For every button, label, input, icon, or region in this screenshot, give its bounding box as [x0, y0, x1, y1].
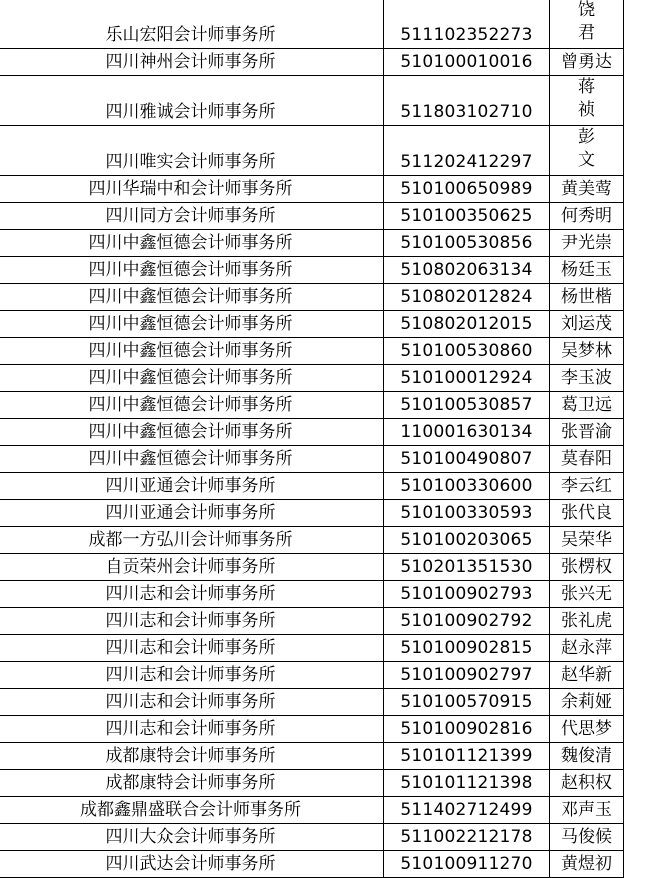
firm-name-cell: 四川中鑫恒德会计师事务所: [0, 311, 384, 338]
person-name-cell: 张兴无: [550, 581, 624, 608]
firm-name-cell: 四川武达会计师事务所: [0, 851, 384, 878]
table-row: [0, 126, 624, 176]
certificate-number-cell: 510100490807: [384, 446, 550, 473]
firm-name-cell: 成都康特会计师事务所: [0, 743, 384, 770]
person-name-char: 祯: [578, 100, 595, 120]
firm-name-cell: 四川中鑫恒德会计师事务所: [0, 230, 384, 257]
table-row: [0, 662, 624, 689]
person-name-cell: 赵积权: [550, 770, 624, 797]
person-name-cell: 张楞权: [550, 554, 624, 581]
certificate-number-cell: 510100530856: [384, 230, 550, 257]
firm-name-cell: 四川中鑫恒德会计师事务所: [0, 338, 384, 365]
table-row: [0, 797, 624, 824]
person-name-cell: 魏俊清: [550, 743, 624, 770]
table-row: [0, 419, 624, 446]
firm-name-cell: 成都鑫鼎盛联合会计师事务所: [0, 797, 384, 824]
table-row: [0, 851, 624, 878]
table-row: [0, 203, 624, 230]
table-row: [0, 311, 624, 338]
firm-name-cell: 四川中鑫恒德会计师事务所: [0, 392, 384, 419]
firm-name-cell: 乐山宏阳会计师事务所: [0, 0, 384, 49]
person-name-cell: 代思梦: [550, 716, 624, 743]
firm-name-cell: 四川志和会计师事务所: [0, 581, 384, 608]
table-row: [0, 500, 624, 527]
certificate-number-cell: 510802012824: [384, 284, 550, 311]
certificate-number-cell: 510802012015: [384, 311, 550, 338]
table-row: [0, 581, 624, 608]
table-row: [0, 527, 624, 554]
certificate-number-cell: 510100902792: [384, 608, 550, 635]
certificate-number-cell: 510100911270: [384, 851, 550, 878]
firm-name-cell: 四川志和会计师事务所: [0, 689, 384, 716]
table-row: [0, 716, 624, 743]
firm-name-cell: 四川大众会计师事务所: [0, 824, 384, 851]
person-name-cell: [550, 0, 624, 49]
table-row: [0, 743, 624, 770]
firm-name-cell: 四川中鑫恒德会计师事务所: [0, 419, 384, 446]
person-name-cell: 张代良: [550, 500, 624, 527]
table-row: [0, 76, 624, 126]
table-row: [0, 0, 624, 49]
person-name-char: 君: [578, 23, 595, 43]
certificate-number-cell: 510100530860: [384, 338, 550, 365]
person-name-cell: 杨廷玉: [550, 257, 624, 284]
person-name-cell: 莫春阳: [550, 446, 624, 473]
firm-name-cell: 四川神州会计师事务所: [0, 49, 384, 76]
firm-name-cell: 四川亚通会计师事务所: [0, 473, 384, 500]
person-name-cell: [550, 126, 624, 176]
certificate-number-cell: 510100350625: [384, 203, 550, 230]
person-name-cell: 邓声玉: [550, 797, 624, 824]
certificate-number-cell: 511402712499: [384, 797, 550, 824]
certificate-number-cell: 510100530857: [384, 392, 550, 419]
person-name-cell: 李玉波: [550, 365, 624, 392]
firm-name-cell: 四川志和会计师事务所: [0, 716, 384, 743]
table-row: [0, 770, 624, 797]
firm-name-cell: 四川中鑫恒德会计师事务所: [0, 284, 384, 311]
firm-name-cell: 四川中鑫恒德会计师事务所: [0, 365, 384, 392]
person-name-cell: 黄煜初: [550, 851, 624, 878]
firm-name-cell: 成都康特会计师事务所: [0, 770, 384, 797]
person-name-cell: 黄美莺: [550, 176, 624, 203]
certificate-number-cell: 510100902816: [384, 716, 550, 743]
firm-name-cell: 四川唯实会计师事务所: [0, 126, 384, 176]
table-row: [0, 608, 624, 635]
table-row: [0, 635, 624, 662]
table-row: [0, 473, 624, 500]
table-row: [0, 49, 624, 76]
person-name-cell: 何秀明: [550, 203, 624, 230]
certificate-number-cell: 510100010016: [384, 49, 550, 76]
person-name-cell: 赵华新: [550, 662, 624, 689]
certificate-number-cell: 510100650989: [384, 176, 550, 203]
person-name-cell: 刘运茂: [550, 311, 624, 338]
certificate-number-cell: 510101121399: [384, 743, 550, 770]
certificate-number-cell: 510100330593: [384, 500, 550, 527]
person-name-cell: 葛卫远: [550, 392, 624, 419]
table-row: [0, 230, 624, 257]
certificate-number-cell: 511803102710: [384, 76, 550, 126]
certificate-number-cell: 510100203065: [384, 527, 550, 554]
certificate-number-cell: 510100570915: [384, 689, 550, 716]
certificate-number-cell: 510100902815: [384, 635, 550, 662]
person-name-cell: 马俊候: [550, 824, 624, 851]
person-name-cell: [550, 76, 624, 126]
firm-name-cell: 自贡荣州会计师事务所: [0, 554, 384, 581]
certificate-number-cell: 510100902797: [384, 662, 550, 689]
certificate-number-cell: 110001630134: [384, 419, 550, 446]
person-name-cell: 吴荣华: [550, 527, 624, 554]
person-name-cell: 杨世楷: [550, 284, 624, 311]
certificate-number-cell: 510100902793: [384, 581, 550, 608]
table-row: [0, 284, 624, 311]
table-row: [0, 176, 624, 203]
person-name-cell: 张晋渝: [550, 419, 624, 446]
person-name-char: 彭: [578, 127, 595, 147]
table-row: [0, 689, 624, 716]
certificate-number-cell: 511002212178: [384, 824, 550, 851]
person-name-cell: 赵永萍: [550, 635, 624, 662]
table-row: [0, 392, 624, 419]
table-row: [0, 365, 624, 392]
firm-name-cell: 四川志和会计师事务所: [0, 662, 384, 689]
table-row: [0, 338, 624, 365]
certificate-number-cell: 511102352273: [384, 0, 550, 49]
firm-name-cell: 四川华瑞中和会计师事务所: [0, 176, 384, 203]
firm-name-cell: 四川中鑫恒德会计师事务所: [0, 446, 384, 473]
certificate-number-cell: 510100012924: [384, 365, 550, 392]
firm-name-cell: 四川志和会计师事务所: [0, 635, 384, 662]
person-name-cell: 吴梦林: [550, 338, 624, 365]
certificate-number-cell: 510201351530: [384, 554, 550, 581]
certificate-number-cell: 510802063134: [384, 257, 550, 284]
firm-name-cell: 四川亚通会计师事务所: [0, 500, 384, 527]
table-row: [0, 257, 624, 284]
table-row: [0, 824, 624, 851]
person-name-char: 文: [578, 150, 595, 170]
firm-name-cell: 四川雅诚会计师事务所: [0, 76, 384, 126]
person-name-cell: 尹光崇: [550, 230, 624, 257]
person-name-cell: 李云红: [550, 473, 624, 500]
table-row: [0, 554, 624, 581]
table-row: [0, 446, 624, 473]
person-name-char: 饶: [578, 0, 595, 20]
firm-name-cell: 四川志和会计师事务所: [0, 608, 384, 635]
firm-name-cell: 成都一方弘川会计师事务所: [0, 527, 384, 554]
person-name-cell: 曾勇达: [550, 49, 624, 76]
firm-name-cell: 四川同方会计师事务所: [0, 203, 384, 230]
certificate-number-cell: 510100330600: [384, 473, 550, 500]
person-name-char: 蒋: [578, 77, 595, 97]
person-name-cell: 余莉娅: [550, 689, 624, 716]
certificate-number-cell: 511202412297: [384, 126, 550, 176]
person-name-cell: 张礼虎: [550, 608, 624, 635]
certificate-number-cell: 510101121398: [384, 770, 550, 797]
firm-name-cell: 四川中鑫恒德会计师事务所: [0, 257, 384, 284]
